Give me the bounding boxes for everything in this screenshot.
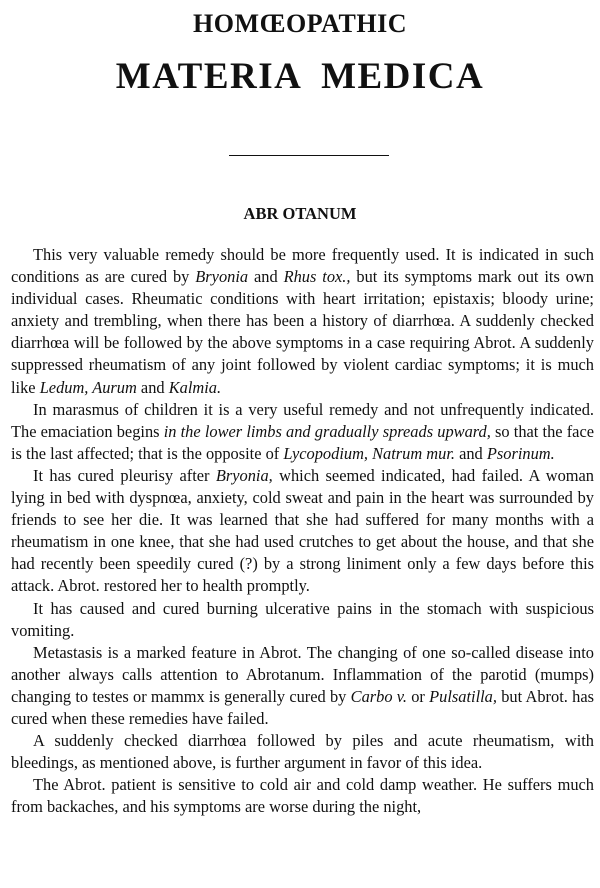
text-run: but Abrot. has cured when these remedies have failed.: [11, 686, 594, 728]
title-divider: [229, 155, 389, 156]
book-title-line-1: HOMŒOPATHIC: [193, 9, 407, 38]
text-run: This very valuable remedy should be more frequently used. It is indicated in such conditions as are cured by: [11, 245, 594, 287]
text-run: so that the face is the last affected; that is the opposite of: [11, 421, 594, 463]
italic-text-run: Carbo v.: [350, 686, 407, 706]
italic-text-run: Ledum, Aurum: [39, 377, 137, 397]
text-run: It has cured pleurisy after: [33, 465, 216, 485]
text-run: The Abrot. patient is sensitive to cold air and cold damp weather. He suffers much from backaches, and his symptoms are worse during the night,: [11, 775, 594, 817]
text-run: In marasmus of children it is a very useful remedy and not unfrequently indicated. The emaciation begins: [11, 399, 594, 441]
italic-text-run: Psorinum.: [486, 443, 555, 463]
text-run: and: [136, 377, 169, 397]
body-text: [11, 244, 594, 818]
italic-text-run: Lycopodium, Natrum mur.: [283, 443, 455, 463]
body-paragraph: [11, 399, 594, 465]
body-paragraph: [11, 244, 594, 399]
text-run: but its symptoms mark out its own individual cases. Rheumatic conditions with heart irritation; epistaxis; bloody urine; anxiety and trembling, when there has been a history of diarrhœa. A suddenly checked diarrhœa will be followed by the above symptoms in a case requiring Abrot. A suddenly suppressed rheumatism of any joint followed by violent cardiac symptoms; it is much like: [11, 267, 594, 397]
italic-text-run: Rhus tox.,: [283, 267, 351, 287]
body-paragraph: [11, 730, 594, 774]
text-run: It has caused and cured burning ulcerative pains in the stomach with suspicious vomiting.: [11, 598, 594, 640]
italic-text-run: Pulsatilla,: [429, 686, 497, 706]
text-run: and: [248, 267, 284, 287]
body-paragraph: [11, 774, 594, 818]
text-run: which seemed indicated, had failed. A woman lying in bed with dyspnœa, anxiety, cold sweat and pain in the heart was surrounded by friends to see her die. It was learned that she had suffered for many months with a rheumatism in one knee, that she had used crutches to get about the house, and that she had recently been speedily cured (?) by a strong liniment only a few days before this attack. Abrot. restored her to health promptly.: [11, 465, 594, 596]
text-run: or: [406, 686, 430, 706]
italic-text-run: Kalmia.: [168, 377, 222, 397]
body-paragraph: [11, 465, 594, 598]
body-paragraph: [11, 642, 594, 730]
text-run: Metastasis is a marked feature in Abrot. The changing of one so-called disease into another always calls attention to Abrotanum. Inflammation of the parotid (mumps) changing to testes or mammx is generally cured by: [11, 642, 594, 706]
italic-text-run: in the lower limbs and gradually spreads upward,: [163, 421, 491, 441]
text-run: A suddenly checked diarrhœa followed by piles and acute rheumatism, with bleedings, as mentioned above, is further argument in favor of this idea.: [11, 731, 594, 773]
book-title-line-2: MATERIA MEDICA: [115, 56, 485, 97]
text-run: and: [454, 443, 487, 463]
remedy-heading: ABR OTANUM: [243, 204, 357, 223]
italic-text-run: Bryonia,: [215, 465, 273, 485]
body-paragraph: [11, 598, 594, 642]
italic-text-run: Bryonia: [195, 267, 249, 287]
